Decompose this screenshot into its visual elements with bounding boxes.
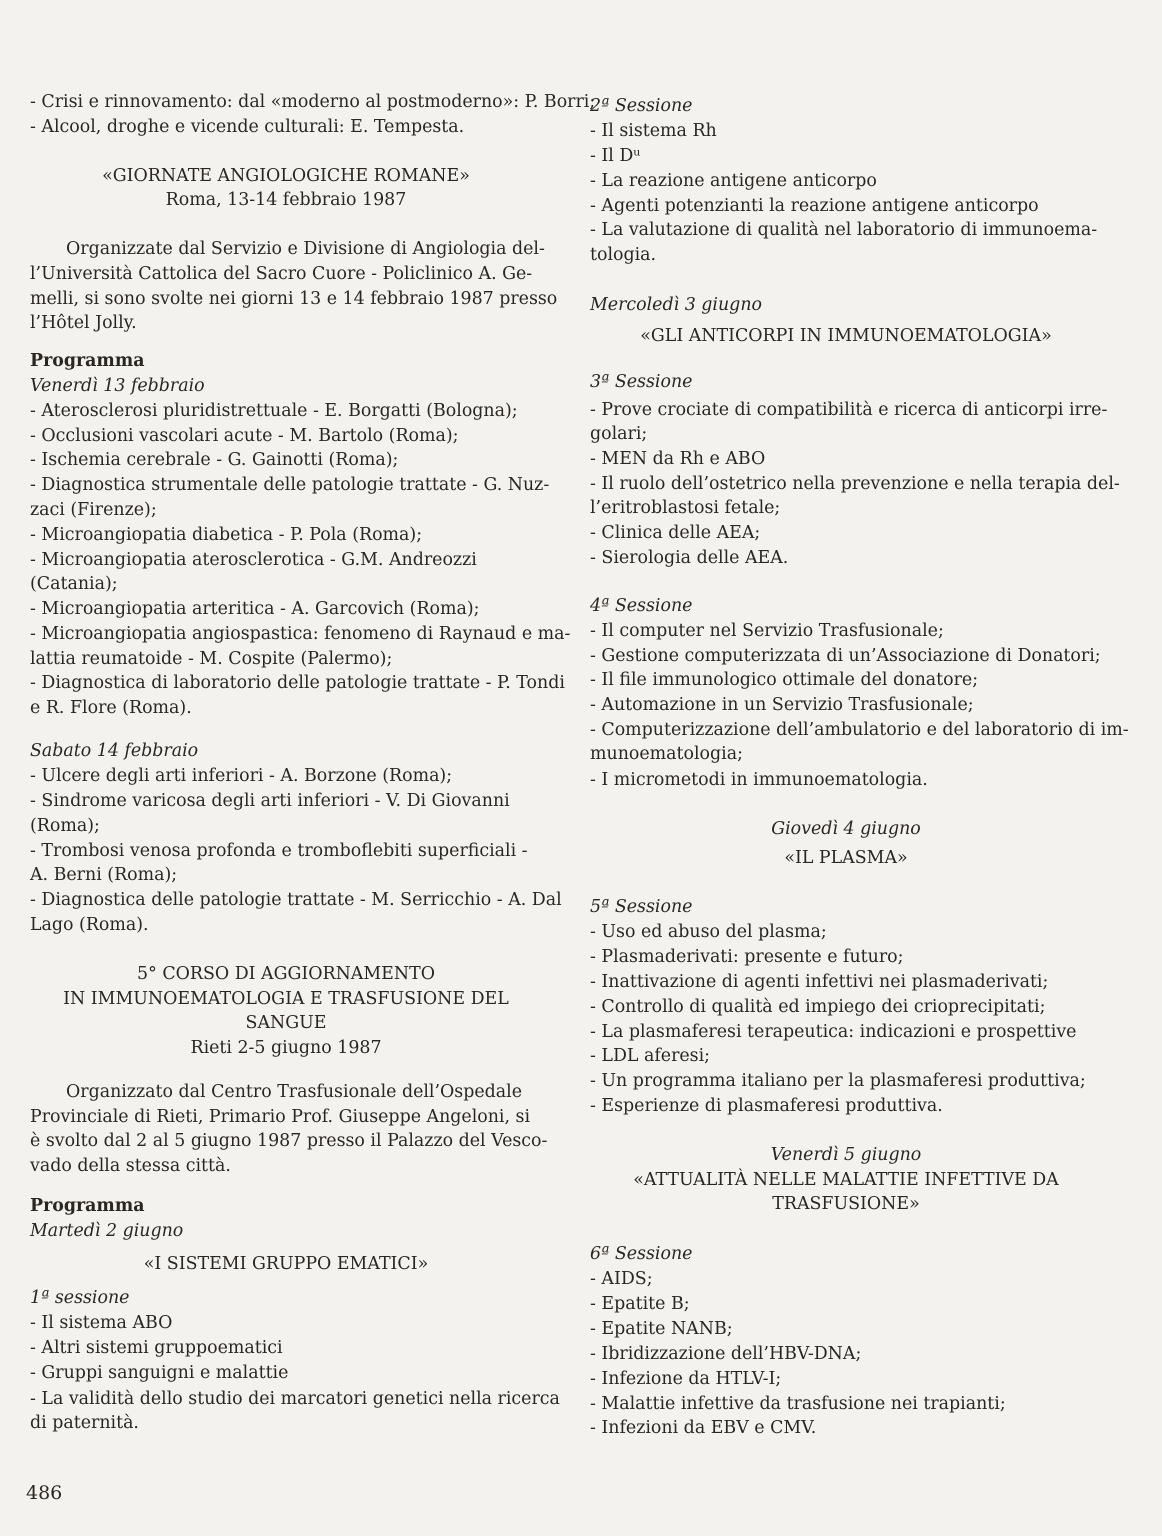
left-text-line: - Ischemia cerebrale - G. Gainotti (Roma);	[30, 450, 399, 470]
right-text-line: - Uso ed abuso del plasma;	[590, 922, 827, 942]
left-text-line: - Sindrome varicosa degli arti inferiori - V. Di Giovanni	[30, 791, 510, 811]
left-text-line: - Gruppi sanguigni e malattie	[30, 1363, 289, 1383]
left-text-line: Programma	[30, 351, 145, 371]
page-number: 486	[26, 1482, 63, 1504]
right-text-line: «ATTUALITÀ NELLE MALATTIE INFETTIVE DA	[633, 1170, 1059, 1190]
right-text-line: - Automazione in un Servizio Trasfusionale;	[590, 695, 974, 715]
right-text-line: - Esperienze di plasmaferesi produttiva.	[590, 1096, 943, 1116]
left-text-line: - Occlusioni vascolari acute - M. Bartolo (Roma);	[30, 426, 459, 446]
right-text-line: 2ª Sessione	[590, 96, 693, 116]
right-text-line: - Sierologia delle AEA.	[590, 548, 789, 568]
left-text-line: vado della stessa città.	[30, 1156, 231, 1176]
right-text-line: 5ª Sessione	[590, 897, 693, 917]
left-text-line: - Microangiopatia diabetica - P. Pola (Roma);	[30, 525, 423, 545]
left-text-line: 1ª sessione	[30, 1288, 130, 1308]
right-text-line: - Il Dᵘ	[590, 146, 641, 166]
left-text-line: Venerdì 13 febbraio	[30, 376, 205, 396]
right-text-line: l’eritroblastosi fetale;	[590, 498, 781, 518]
left-text-line: 5° CORSO DI AGGIORNAMENTO	[137, 964, 435, 984]
left-text-line: Provinciale di Rieti, Primario Prof. Giuseppe Angeloni, si	[30, 1107, 531, 1127]
left-text-line: «I SISTEMI GRUPPO EMATICI»	[143, 1254, 429, 1274]
right-text-line: - AIDS;	[590, 1269, 653, 1289]
left-text-line: - Microangiopatia angiospastica: fenomeno di Raynaud e ma-	[30, 624, 571, 644]
left-text-line: - Crisi e rinnovamento: dal «moderno al postmoderno»: P. Borri;	[30, 92, 596, 112]
left-text-line: l’Hôtel Jolly.	[30, 313, 137, 333]
left-text-line: di paternità.	[30, 1413, 139, 1433]
right-text-line: - La plasmaferesi terapeutica: indicazioni e prospettive	[590, 1022, 1077, 1042]
left-text-line: - Altri sistemi gruppoematici	[30, 1338, 283, 1358]
left-text-line: - Il sistema ABO	[30, 1313, 173, 1333]
left-text-line: «GIORNATE ANGIOLOGICHE ROMANE»	[102, 166, 470, 186]
left-text-line: - Trombosi venosa profonda e tromboflebiti superficiali -	[30, 841, 528, 861]
right-text-line: 3ª Sessione	[590, 372, 693, 392]
right-text-line: - Il computer nel Servizio Trasfusionale;	[590, 621, 944, 641]
right-text-line: - Clinica delle AEA;	[590, 523, 761, 543]
left-text-line: A. Berni (Roma);	[30, 865, 178, 885]
right-text-line: - Infezioni da EBV e CMV.	[590, 1418, 817, 1438]
right-text-line: - Gestione computerizzata di un’Associazione di Donatori;	[590, 646, 1101, 666]
left-text-line: melli, si sono svolte nei giorni 13 e 14 febbraio 1987 presso	[30, 289, 558, 309]
right-text-line: - Ibridizzazione dell’HBV-DNA;	[590, 1344, 862, 1364]
left-text-line: - Alcool, droghe e vicende culturali: E. Tempesta.	[30, 117, 465, 137]
right-text-line: - Epatite B;	[590, 1294, 690, 1314]
right-text-line: Venerdì 5 giugno	[770, 1145, 922, 1165]
right-text-line: 6ª Sessione	[590, 1244, 693, 1264]
right-text-line: - Malattie infettive da trasfusione nei trapianti;	[590, 1394, 1006, 1414]
left-text-line: Organizzato dal Centro Trasfusionale dell’Ospedale	[66, 1082, 522, 1102]
right-text-line: - Il ruolo dell’ostetrico nella prevenzione e nella terapia del-	[590, 474, 1120, 494]
right-text-line: «IL PLASMA»	[784, 848, 908, 868]
left-text-line: (Catania);	[30, 574, 118, 594]
left-text-line: - Microangiopatia aterosclerotica - G.M. Andreozzi	[30, 550, 477, 570]
right-text-line: - Epatite NANB;	[590, 1319, 733, 1339]
left-text-line: Lago (Roma).	[30, 915, 149, 935]
left-text-line: Martedì 2 giugno	[30, 1221, 184, 1241]
right-text-line: - Computerizzazione dell’ambulatorio e del laboratorio di im-	[590, 720, 1129, 740]
left-text-line: SANGUE	[245, 1013, 327, 1033]
left-text-line: (Roma);	[30, 816, 100, 836]
right-text-line: «GLI ANTICORPI IN IMMUNOEMATOLOGIA»	[640, 326, 1052, 346]
right-text-line: TRASFUSIONE»	[772, 1194, 920, 1214]
left-text-line: Roma, 13-14 febbraio 1987	[165, 190, 407, 210]
left-text-line: Sabato 14 febbraio	[30, 741, 199, 761]
right-text-line: - Plasmaderivati: presente e futuro;	[590, 947, 904, 967]
left-text-line: - La validità dello studio dei marcatori genetici nella ricerca	[30, 1389, 560, 1409]
left-text-line: IN IMMUNOEMATOLOGIA E TRASFUSIONE DEL	[63, 989, 509, 1009]
left-text-line: e R. Flore (Roma).	[30, 698, 192, 718]
left-text-line: - Diagnostica delle patologie trattate - M. Serricchio - A. Dal	[30, 890, 562, 910]
right-text-line: - Un programma italiano per la plasmaferesi produttiva;	[590, 1071, 1086, 1091]
right-text-line: - Prove crociate di compatibilità e ricerca di anticorpi irre-	[590, 400, 1108, 420]
left-text-line: lattia reumatoide - M. Cospite (Palermo);	[30, 649, 393, 669]
right-text-line: - Il sistema Rh	[590, 121, 717, 141]
right-text-line: - Controllo di qualità ed impiego dei crioprecipitati;	[590, 997, 1046, 1017]
left-text-line: - Ulcere degli arti inferiori - A. Borzone (Roma);	[30, 766, 453, 786]
right-text-line: - Infezione da HTLV-I;	[590, 1369, 782, 1389]
right-text-line: - MEN da Rh e ABO	[590, 449, 766, 469]
right-text-line: tologia.	[590, 245, 657, 265]
left-text-line: Organizzate dal Servizio e Divisione di Angiologia del-	[66, 239, 545, 259]
left-text-line: zaci (Firenze);	[30, 500, 157, 520]
right-text-line: munoematologia;	[590, 744, 743, 764]
right-text-line: 4ª Sessione	[590, 596, 693, 616]
right-text-line: - Agenti potenzianti la reazione antigene anticorpo	[590, 196, 1039, 216]
left-text-line: - Microangiopatia arteritica - A. Garcovich (Roma);	[30, 599, 480, 619]
left-text-line: - Aterosclerosi pluridistrettuale - E. Borgatti (Bologna);	[30, 401, 518, 421]
left-text-line: è svolto dal 2 al 5 giugno 1987 presso il Palazzo del Vesco-	[30, 1131, 548, 1151]
right-text-line: - Il file immunologico ottimale del donatore;	[590, 670, 979, 690]
right-text-line: - La valutazione di qualità nel laboratorio di immunoema-	[590, 220, 1098, 240]
right-text-line: Mercoledì 3 giugno	[590, 295, 762, 315]
right-text-line: Giovedì 4 giugno	[771, 819, 921, 839]
right-text-line: - I micrometodi in immunoematologia.	[590, 770, 928, 790]
right-text-line: - Inattivazione di agenti infettivi nei plasmaderivati;	[590, 972, 1049, 992]
right-text-line: - La reazione antigene anticorpo	[590, 171, 877, 191]
left-text-line: - Diagnostica di laboratorio delle patologie trattate - P. Tondi	[30, 673, 565, 693]
left-text-line: Rieti 2-5 giugno 1987	[190, 1038, 382, 1058]
left-text-line: l’Università Cattolica del Sacro Cuore - Policlinico A. Ge-	[30, 264, 533, 284]
right-text-line: golari;	[590, 424, 648, 444]
left-text-line: Programma	[30, 1196, 145, 1216]
right-text-line: - LDL aferesi;	[590, 1046, 711, 1066]
left-text-line: - Diagnostica strumentale delle patologie trattate - G. Nuz-	[30, 475, 550, 495]
